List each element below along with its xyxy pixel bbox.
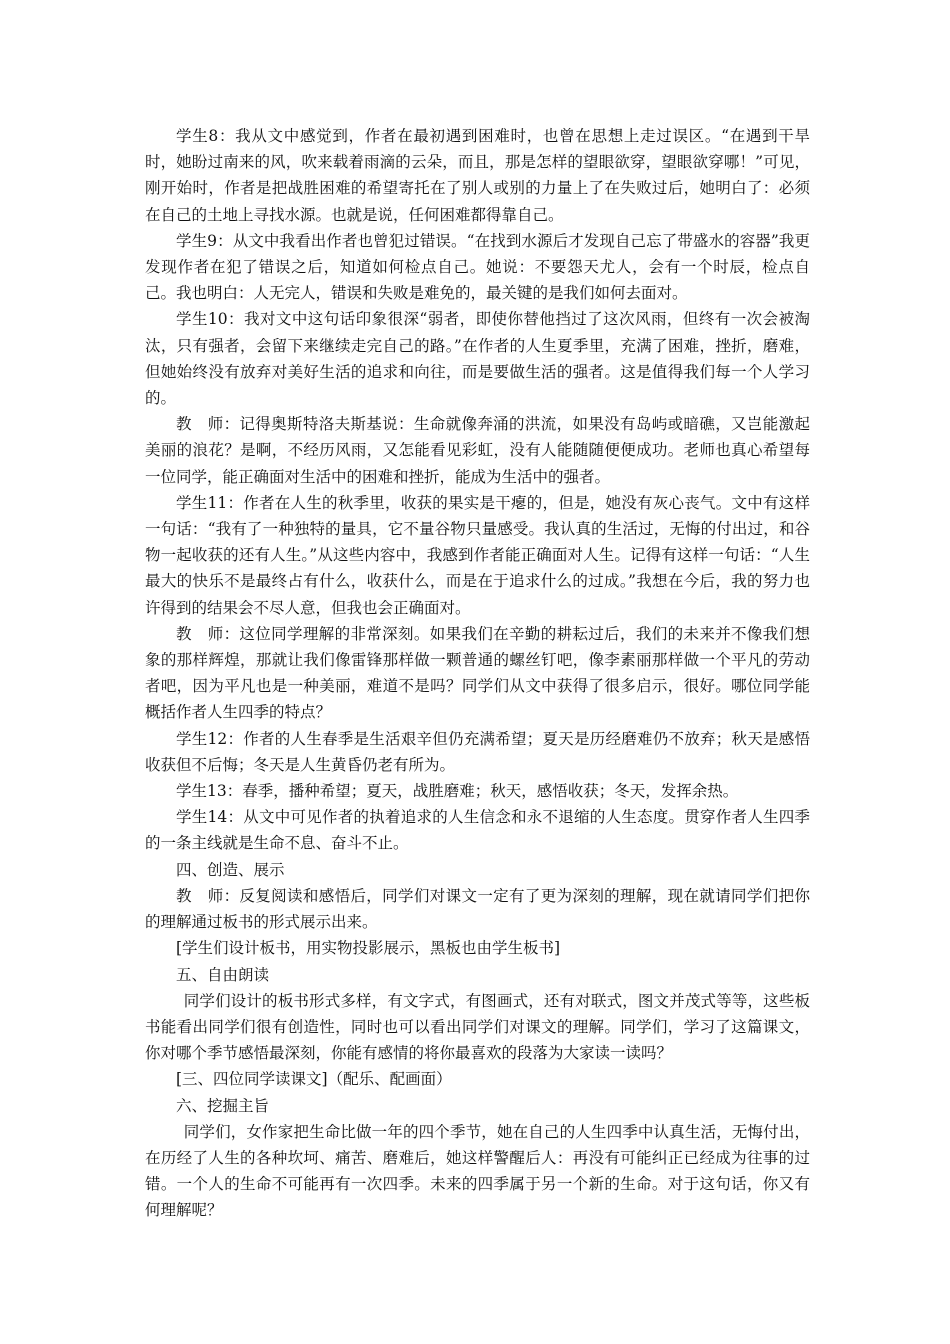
- paragraph-teacher-3: 教 师：反复阅读和感悟后，同学们对课文一定有了更为深刻的理解，现在就请同学们把你的理解通过板书的形式展示出来。: [145, 886, 810, 932]
- section-heading-4: 四、创造、展示: [176, 860, 285, 879]
- document-body: [145, 123, 810, 1224]
- section-heading-5: 五、自由朗读: [176, 965, 270, 984]
- paragraph-student-13: 学生13：春季，播种希望；夏天，战胜磨难；秋天，感悟收获；冬天，发挥余热。: [176, 782, 739, 801]
- paragraph-student-11: 学生11：作者在人生的秋季里，收获的果实是干瘪的，但是，她没有灰心丧气。文中有这样一句话：“我有了一种独特的量具，它不量谷物只量感受。我认真的生活过，无悔的付出过，和谷物一起收获的还有人生。”从这些内容中，我感到作者能正确面对人生。记得有这样一句话：“人生最大的快乐不是最终占有什么，收获什么，而是在于追求什么的过成。”我想在今后，我的努力也许得到的结果会不尽人意，但我也会正确面对。: [145, 493, 810, 617]
- paragraph-student-14: 学生14：从文中可见作者的执着追求的人生信念和永不退缩的人生态度。贯穿作者人生四季的一条主线就是生命不息、奋斗不止。: [145, 808, 810, 853]
- paragraph-theme: 同学们，女作家把生命比做一年的四个季节，她在自己的人生四季中认真生活，无悔付出，在历经了人生的各种坎坷、痛苦、磨难后，她这样警醒后人：再没有可能纠正已经成为往事的过错。一个人的生命不可能再有一次四季。未来的四季属于另一个新的生命。对于这句话，你又有何理解呢？: [145, 1122, 810, 1220]
- paragraph-stage-direction-1: [学生们设计板书，用实物投影展示，黑板也由学生板书]: [176, 939, 561, 958]
- paragraph-free-reading: 同学们设计的板书形式多样，有文字式，有图画式，还有对联式，图文并茂式等等，这些板书能看出同学们很有创造性，同时也可以看出同学们对课文的理解。同学们，学习了这篇课文，你对哪个季节感悟最深刻，你能有感情的将你最喜欢的段落为大家读一读吗？: [145, 991, 810, 1063]
- paragraph-teacher-1: 教 师：记得奥斯特洛夫斯基说：生命就像奔涌的洪流，如果没有岛屿或暗礁，又岂能激起美丽的浪花？是啊，不经历风雨，又怎能看见彩虹，没有人能随随便便成功。老师也真心希望每一位同学，能正确面对生活中的困难和挫折，能成为生活中的强者。: [145, 415, 810, 486]
- paragraph-student-9: 学生9：从文中我看出作者也曾犯过错误。“在找到水源后才发现自己忘了带盛水的容器”我更发现作者在犯了错误之后，知道如何检点自己。她说：不要怨天尤人，会有一个时辰，检点自己。我也明白：人无完人，错误和失败是难免的，最关键的是我们如何去面对。: [145, 231, 810, 303]
- paragraph-student-10: 学生10：我对文中这句话印象很深“弱者，即使你替他挡过了这次风雨，但终有一次会被淘汰，只有强者，会留下来继续走完自己的路。”在作者的人生夏季里，充满了困难，挫折，磨难，但她始终没有放弃对美好生活的追求和向往，而是要做生活的强者。这是值得我们每一个人学习的。: [145, 310, 810, 408]
- paragraph-teacher-2: 教 师：这位同学理解的非常深刻。如果我们在辛勤的耕耘过后，我们的未来并不像我们想象的那样辉煌，那就让我们像雷锋那样做一颗普通的螺丝钉吧，像李素丽那样做一个平凡的劳动者吧，因为平凡也是一种美丽，难道不是吗？同学们从文中获得了很多启示，很好。哪位同学能概括作者人生四季的特点？: [145, 624, 810, 722]
- section-heading-6: 六、挖掘主旨: [176, 1096, 270, 1115]
- paragraph-student-12: 学生12：作者的人生春季是生活艰辛但仍充满希望；夏天是历经磨难仍不放弃；秋天是感悟收获但不后悔；冬天是人生黄昏仍老有所为。: [145, 729, 810, 774]
- paragraph-student-8: 学生8：我从文中感觉到，作者在最初遇到困难时，也曾在思想上走过误区。“在遇到干旱时，她盼过南来的风，吹来载着雨滴的云朵，而且，那是怎样的望眼欲穿，望眼欲穿哪！”可见，刚开始时，作者是把战胜困难的希望寄托在了别人或别的力量上了在失败过后，她明白了：必须在自己的土地上寻找水源。也就是说，任何困难都得靠自己。: [145, 127, 810, 224]
- paragraph-stage-direction-2: [三、四位同学读课文]（配乐、配画面）: [176, 1070, 452, 1089]
